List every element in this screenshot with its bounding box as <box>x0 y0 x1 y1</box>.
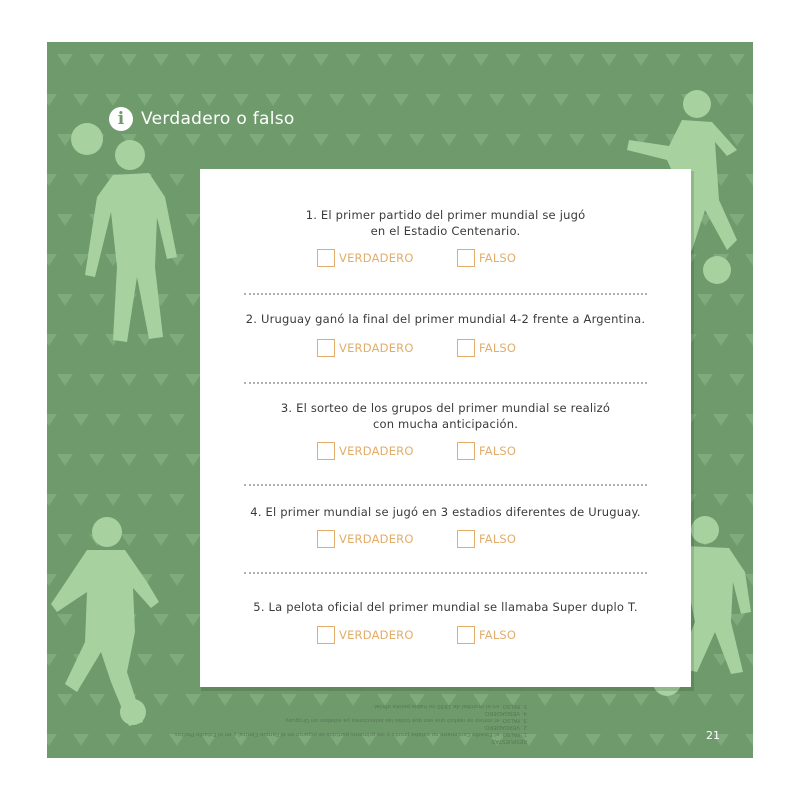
pattern-triangle <box>697 54 713 66</box>
pattern-triangle <box>601 694 617 706</box>
pattern-triangle <box>377 54 393 66</box>
pattern-triangle <box>105 414 121 426</box>
option-label: VERDADERO <box>339 341 414 355</box>
answer-line: 3. FALSO: el sorteo se realizó una vez que todas las selecciones ya estaban en Uruguay. <box>284 717 527 723</box>
q5-verdadero-option[interactable] <box>317 626 414 644</box>
pattern-triangle <box>569 694 585 706</box>
pattern-triangle <box>47 254 57 266</box>
question-1 <box>204 207 687 239</box>
pattern-triangle <box>473 134 489 146</box>
pattern-triangle <box>47 414 57 426</box>
answers-upside-down <box>107 702 527 744</box>
pattern-triangle <box>521 94 537 106</box>
question-2 <box>204 311 687 327</box>
pattern-triangle <box>185 374 201 386</box>
pattern-triangle <box>585 734 601 746</box>
pattern-triangle <box>217 54 233 66</box>
checkbox[interactable] <box>317 249 335 267</box>
pattern-triangle <box>249 134 265 146</box>
dotted-separator <box>244 382 647 384</box>
pattern-triangle <box>409 134 425 146</box>
pattern-triangle <box>313 54 329 66</box>
pattern-triangle <box>73 414 89 426</box>
option-label: FALSO <box>479 532 517 546</box>
option-label: VERDADERO <box>339 532 414 546</box>
question-5-options <box>204 626 687 648</box>
option-label: FALSO <box>479 628 517 642</box>
pattern-triangle <box>57 374 73 386</box>
pattern-triangle <box>73 494 89 506</box>
pattern-triangle <box>169 414 185 426</box>
pattern-triangle <box>681 734 697 746</box>
pattern-triangle <box>281 54 297 66</box>
pattern-triangle <box>745 494 753 506</box>
dotted-separator <box>244 572 647 574</box>
pattern-triangle <box>441 54 457 66</box>
pattern-triangle <box>393 94 409 106</box>
dotted-separator <box>244 484 647 486</box>
pattern-triangle <box>665 54 681 66</box>
player-silhouette-top-left <box>65 117 195 357</box>
pattern-triangle <box>569 54 585 66</box>
pattern-triangle <box>553 94 569 106</box>
quiz-card <box>204 173 687 683</box>
answer-line: 1. FALSO: el Estadio Centenario no estaba pronto y los primeros partidos se jugaron en el Parque Central y en el Estadio Pocitos. <box>173 731 527 737</box>
pattern-triangle <box>505 54 521 66</box>
pattern-triangle <box>745 414 753 426</box>
question-3-options <box>204 442 687 464</box>
pattern-triangle <box>729 54 745 66</box>
q2-verdadero-option[interactable] <box>317 339 414 357</box>
pattern-triangle <box>345 134 361 146</box>
pattern-triangle <box>121 454 137 466</box>
pattern-triangle <box>185 454 201 466</box>
pattern-triangle <box>713 494 729 506</box>
pattern-triangle <box>537 134 553 146</box>
pattern-triangle <box>345 54 361 66</box>
pattern-triangle <box>89 374 105 386</box>
q3-falso-option[interactable] <box>457 442 516 460</box>
pattern-triangle <box>121 54 137 66</box>
pattern-triangle <box>713 414 729 426</box>
question-2-line-1: 2. Uruguay ganó la final del primer mundial 4-2 frente a Argentina. <box>245 312 646 326</box>
pattern-triangle <box>489 94 505 106</box>
pattern-triangle <box>89 54 105 66</box>
pattern-triangle <box>47 734 57 746</box>
pattern-triangle <box>47 94 57 106</box>
option-label: FALSO <box>479 251 517 265</box>
question-5-line-1: 5. La pelota oficial del primer mundial se llamaba Super duplo T. <box>253 600 638 614</box>
pattern-triangle <box>633 54 649 66</box>
question-1-line-1: 1. El primer partido del primer mundial se jugó <box>305 208 586 222</box>
pattern-triangle <box>649 734 665 746</box>
option-label: VERDADERO <box>339 444 414 458</box>
pattern-triangle <box>713 334 729 346</box>
question-3-line-1: 3. El sorteo de los grupos del primer mundial se realizó <box>280 401 611 415</box>
checkbox[interactable] <box>317 626 335 644</box>
pattern-triangle <box>441 134 457 146</box>
pattern-triangle <box>313 134 329 146</box>
pattern-triangle <box>89 454 105 466</box>
question-4 <box>204 504 687 520</box>
question-3 <box>204 400 687 432</box>
pattern-triangle <box>169 494 185 506</box>
pattern-triangle <box>185 614 201 626</box>
pattern-triangle <box>745 734 753 746</box>
q5-falso-option[interactable] <box>457 626 516 644</box>
pattern-triangle <box>745 334 753 346</box>
pattern-triangle <box>105 494 121 506</box>
pattern-triangle <box>137 414 153 426</box>
question-1-line-2: en el Estadio Centenario. <box>370 224 521 238</box>
answers-heading: RESPUESTAS <box>491 738 527 744</box>
question-5 <box>204 599 687 615</box>
pattern-triangle <box>377 134 393 146</box>
pattern-triangle <box>153 454 169 466</box>
checkbox[interactable] <box>457 339 475 357</box>
checkbox[interactable] <box>317 339 335 357</box>
pattern-triangle <box>537 694 553 706</box>
pattern-triangle <box>121 374 137 386</box>
page-background <box>47 42 753 758</box>
q1-verdadero-option[interactable] <box>317 249 414 267</box>
pattern-triangle <box>297 94 313 106</box>
pattern-triangle <box>601 54 617 66</box>
question-4-options <box>204 530 687 552</box>
option-label: VERDADERO <box>339 251 414 265</box>
q4-verdadero-option[interactable] <box>317 530 414 548</box>
q2-falso-option[interactable] <box>457 339 516 357</box>
answer-line: 5. FALSO: en el mundial de 1930 no había pelota oficial. <box>372 703 527 709</box>
checkbox[interactable] <box>457 530 475 548</box>
checkbox[interactable] <box>457 249 475 267</box>
pattern-triangle <box>153 54 169 66</box>
checkbox[interactable] <box>457 442 475 460</box>
pattern-triangle <box>409 54 425 66</box>
option-label: FALSO <box>479 341 517 355</box>
pattern-triangle <box>361 94 377 106</box>
option-label: VERDADERO <box>339 628 414 642</box>
page-number: 21 <box>706 729 720 742</box>
pattern-triangle <box>153 374 169 386</box>
pattern-triangle <box>249 54 265 66</box>
pattern-triangle <box>505 134 521 146</box>
pattern-triangle <box>47 334 57 346</box>
question-4-line-1: 4. El primer mundial se jugó en 3 estadios diferentes de Uruguay. <box>250 505 641 519</box>
pattern-triangle <box>697 374 713 386</box>
pattern-triangle <box>329 94 345 106</box>
checkbox[interactable] <box>457 626 475 644</box>
pattern-triangle <box>617 734 633 746</box>
question-1-options <box>204 249 687 271</box>
pattern-triangle <box>57 454 73 466</box>
pattern-triangle <box>569 134 585 146</box>
checkbox[interactable] <box>317 442 335 460</box>
checkbox[interactable] <box>317 530 335 548</box>
player-silhouette-bottom-left <box>47 512 177 732</box>
pattern-triangle <box>729 374 745 386</box>
pattern-triangle <box>425 94 441 106</box>
q3-verdadero-option[interactable] <box>317 442 414 460</box>
question-3-line-2: con mucha anticipación. <box>372 417 519 431</box>
page-title: Verdadero o falso <box>141 109 295 129</box>
section-header <box>109 104 295 134</box>
pattern-triangle <box>185 54 201 66</box>
dotted-separator <box>244 293 647 295</box>
pattern-triangle <box>553 734 569 746</box>
pattern-triangle <box>73 734 89 746</box>
pattern-triangle <box>47 494 57 506</box>
q1-falso-option[interactable] <box>457 249 516 267</box>
pattern-triangle <box>537 54 553 66</box>
pattern-triangle <box>185 534 201 546</box>
answer-line: 2. VERDADERO. <box>483 724 527 730</box>
pattern-triangle <box>281 134 297 146</box>
pattern-triangle <box>137 494 153 506</box>
info-icon: i <box>109 107 133 131</box>
pattern-triangle <box>217 134 233 146</box>
pattern-triangle <box>473 54 489 66</box>
question-2-options <box>204 339 687 361</box>
pattern-triangle <box>57 54 73 66</box>
option-label: FALSO <box>479 444 517 458</box>
pattern-triangle <box>697 454 713 466</box>
q4-falso-option[interactable] <box>457 530 516 548</box>
pattern-triangle <box>73 94 89 106</box>
pattern-triangle <box>457 94 473 106</box>
pattern-triangle <box>729 454 745 466</box>
answer-line: 4. VERDADERO. <box>483 710 527 716</box>
pattern-triangle <box>47 174 57 186</box>
